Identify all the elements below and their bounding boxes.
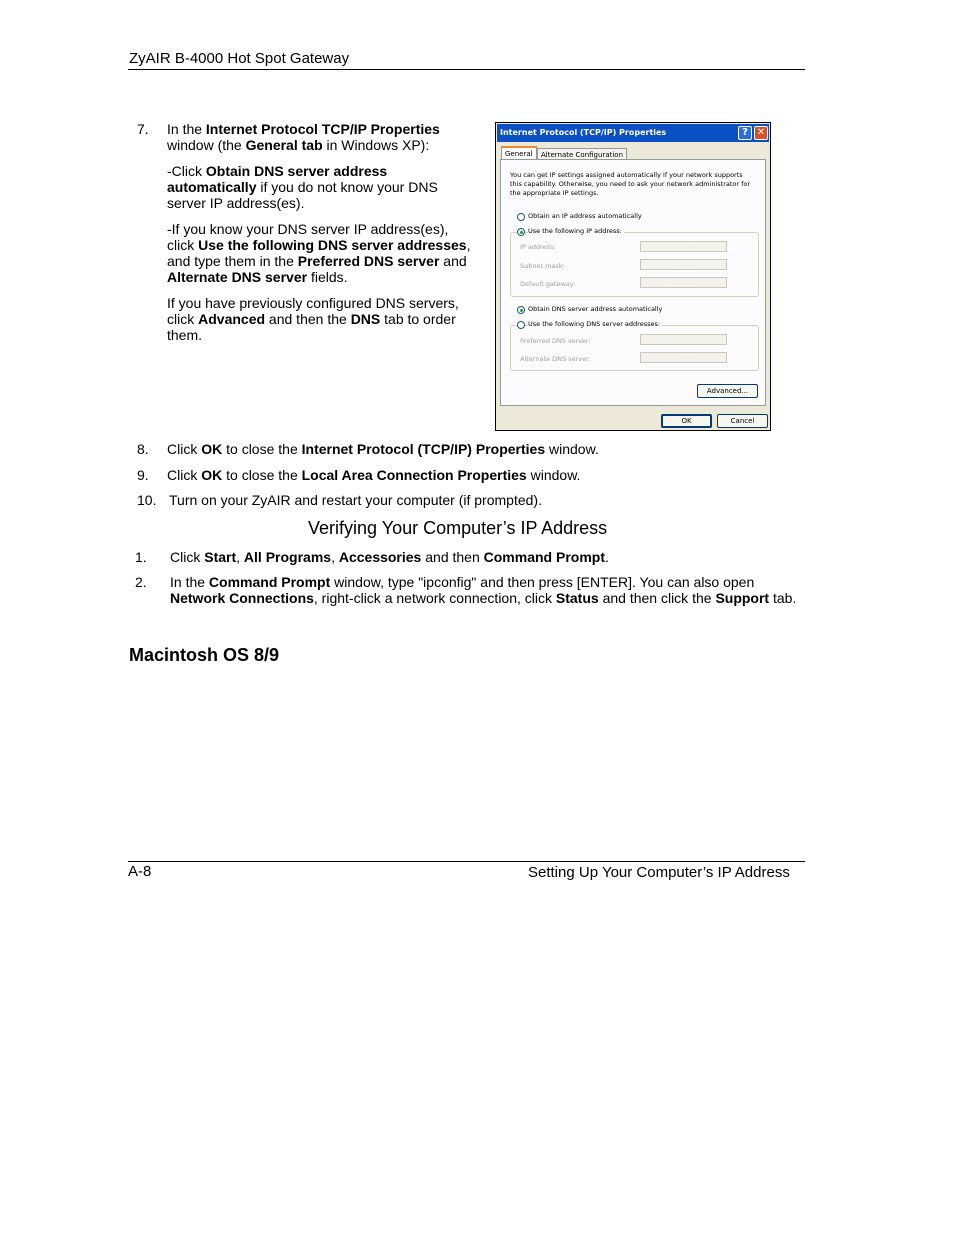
paragraph-obtain-dns: -Click Obtain DNS server address automatically if you do not know your DNS server IP address(es). [167,163,438,211]
step-number: 7. [137,121,149,137]
cancel-button[interactable]: Cancel [717,414,768,428]
footer-chapter-title: Setting Up Your Computer’s IP Address [528,864,790,881]
tab-alternate-configuration[interactable]: Alternate Configuration [537,148,627,161]
paragraph-advanced: If you have previously configured DNS servers, click Advanced and then the DNS tab to order them. [167,295,459,343]
radio-use-ip-label: Use the following IP address: [528,227,622,235]
subnet-mask-label: Subnet mask: [520,262,565,270]
verify-step-1-text: Click Start, All Programs, Accessories and then Command Prompt. [170,549,609,565]
radio-obtain-dns-label: Obtain DNS server address automatically [528,305,663,313]
step-8-text: Click OK to close the Internet Protocol (TCP/IP) Properties window. [167,441,599,457]
step-number: 2. [135,574,147,590]
default-gateway-label: Default gateway: [520,280,576,288]
ip-address-label: IP address: [520,243,556,251]
tab-general[interactable]: General [501,146,537,161]
subnet-mask-field[interactable]: . . . [640,259,727,270]
step-7-text: In the Internet Protocol TCP/IP Properties window (the General tab in Windows XP): [167,121,440,153]
verify-step-2-text: In the Command Prompt window, type "ipconfig" and then press [ENTER]. You can also open Network Connections, right-click a network connection, click Status and then click the Support tab. [170,574,797,606]
step-number: 8. [137,441,149,457]
advanced-button[interactable]: Advanced... [697,384,758,398]
close-icon[interactable]: ✕ [754,126,768,140]
default-gateway-field[interactable]: . . . [640,277,727,288]
ip-address-field[interactable]: . . . [640,241,727,252]
radio-obtain-dns[interactable] [517,306,525,314]
preferred-dns-label: Preferred DNS server: [520,337,591,345]
dialog-titlebar [497,124,769,142]
footer-rule [128,861,805,862]
section-heading: Macintosh OS 8/9 [129,645,280,665]
preferred-dns-field[interactable]: . . . [640,334,727,345]
ok-button[interactable]: OK [661,414,712,428]
page-header-title: ZyAIR B-4000 Hot Spot Gateway [129,50,350,67]
paragraph-use-dns: -If you know your DNS server IP address(es), click Use the following DNS server addresses, and type them in the Preferred DNS server and Alternate DNS server fields. [167,221,471,285]
radio-obtain-ip-label: Obtain an IP address automatically [528,212,642,220]
dialog-title: Internet Protocol (TCP/IP) Properties [500,128,667,137]
dns-server-group [510,325,759,371]
radio-obtain-ip[interactable] [517,213,525,221]
step-number: 1. [135,549,147,565]
step-number: 9. [137,467,149,483]
alternate-dns-label: Alternate DNS server: [520,355,591,363]
step-number: 10. [137,492,157,508]
tcpip-properties-dialog [495,122,771,431]
step-9-text: Click OK to close the Local Area Connection Properties window. [167,467,581,483]
radio-use-dns[interactable] [517,321,525,329]
header-rule [128,69,805,70]
page-number: A-8 [128,863,152,880]
step-10-text: Turn on your ZyAIR and restart your computer (if prompted). [169,492,542,508]
dialog-description: You can get IP settings assigned automatically if your network supports this capability. Otherwise, you need to ask your network administrator for the appropriate IP settings. [510,171,751,197]
verify-heading: Verifying Your Computer’s IP Address [308,518,608,538]
radio-use-dns-label: Use the following DNS server addresses: [528,320,661,328]
alternate-dns-field[interactable]: . . . [640,352,727,363]
radio-use-ip[interactable] [517,228,525,236]
help-icon[interactable]: ? [738,126,752,140]
